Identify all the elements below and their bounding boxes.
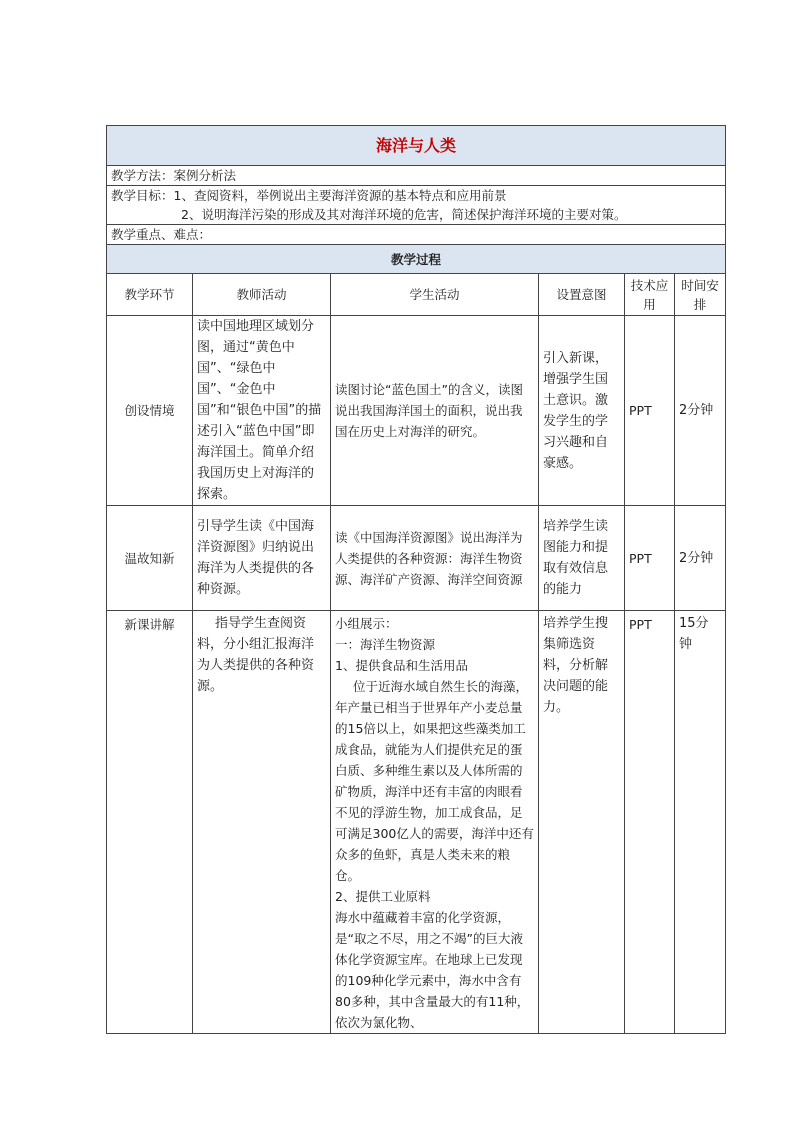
- intent-cell: 引入新课，增强学生国土意识。激发学生的学习兴趣和自豪感。: [539, 316, 625, 506]
- student-cell: [331, 611, 539, 1034]
- goal-line-2: 2、说明海洋污染的形成及其对海洋环境的危害，简述保护海洋环境的主要对策。: [181, 207, 627, 222]
- student-paragraph: 海水中蕴藏着丰富的化学资源，是“取之不尽，用之不竭”的巨大液体化学资源宝库。在地球上已发现的109种化学元素中，海水中含有80多种，其中含量最大的有11种，依次为氯化物、: [335, 910, 530, 1030]
- stage-cell: 创设情境: [107, 316, 193, 506]
- student-line: 一：海洋生物资源: [335, 637, 436, 652]
- intent-cell: 培养学生读图能力和提取有效信息的能力: [539, 506, 625, 611]
- student-paragraph: 位于近海水域自然生长的海藻，年产量已相当于世界年产小麦总量的15倍以上，如果把这些藻类加工成食品，就能为人们提供充足的蛋白质、多种维生素以及人体所需的矿物质，海洋中还有丰富的肉眼看不见的浮游生物，加工成食品，足可满足300亿人的需要，海洋中还有众多的鱼虾，真是人类未来的粮仓。: [335, 679, 534, 883]
- teacher-cell: 读中国地理区域划分图，通过“黄色中国”、“绿色中国”、“金色中国”和“银色中国”的描述引入“蓝色中国”即海洋国土。简单介绍我国历史上对海洋的探索。: [193, 316, 331, 506]
- teacher-cell: 指导学生查阅资料，分小组汇报海洋为人类提供的各种资源。: [193, 611, 331, 1034]
- goal-line-1: 教学目标：1、查阅资料，举例说出主要海洋资源的基本特点和应用前景: [111, 188, 507, 203]
- teacher-cell: 引导学生读《中国海洋资源图》归纳说出海洋为人类提供的各种资源。: [193, 506, 331, 611]
- process-title: 教学过程: [107, 245, 726, 274]
- header-tech: 技术应用: [625, 274, 675, 316]
- time-cell: 15分钟: [675, 611, 726, 1034]
- stage-cell: 新课讲解: [107, 611, 193, 1034]
- tech-cell: PPT: [625, 316, 675, 506]
- stage-cell: 温故知新: [107, 506, 193, 611]
- table-row: [107, 611, 726, 1034]
- student-line: 小组展示：: [335, 616, 398, 631]
- page-title: 海洋与人类: [107, 126, 726, 166]
- time-cell: 2分钟: [675, 506, 726, 611]
- header-row: [107, 274, 726, 316]
- student-cell: 读《中国海洋资源图》说出海洋为人类提供的各种资源：海洋生物资源、海洋矿产资源、海洋空间资源: [331, 506, 539, 611]
- tech-cell: PPT: [625, 611, 675, 1034]
- lesson-plan: [106, 125, 725, 1034]
- student-line: 1、提供食品和生活用品: [335, 658, 468, 673]
- key-points: 教学重点、难点：: [107, 225, 726, 245]
- header-stage: 教学环节: [107, 274, 193, 316]
- student-line: 2、提供工业原料: [335, 889, 431, 904]
- header-teacher: 教师活动: [193, 274, 331, 316]
- header-time: 时间安排: [675, 274, 726, 316]
- intent-cell: 培养学生搜集筛选资料，分析解决问题的能力。: [539, 611, 625, 1034]
- table-row: [107, 506, 726, 611]
- teaching-goals: [107, 186, 726, 225]
- teaching-method: 教学方法：案例分析法: [107, 166, 726, 186]
- header-student: 学生活动: [331, 274, 539, 316]
- table-row: [107, 316, 726, 506]
- lesson-table: [106, 125, 726, 1034]
- student-cell: 读图讨论“蓝色国土”的含义，读图说出我国海洋国土的面积，说出我国在历史上对海洋的研究。: [331, 316, 539, 506]
- header-intent: 设置意图: [539, 274, 625, 316]
- tech-cell: PPT: [625, 506, 675, 611]
- time-cell: 2分钟: [675, 316, 726, 506]
